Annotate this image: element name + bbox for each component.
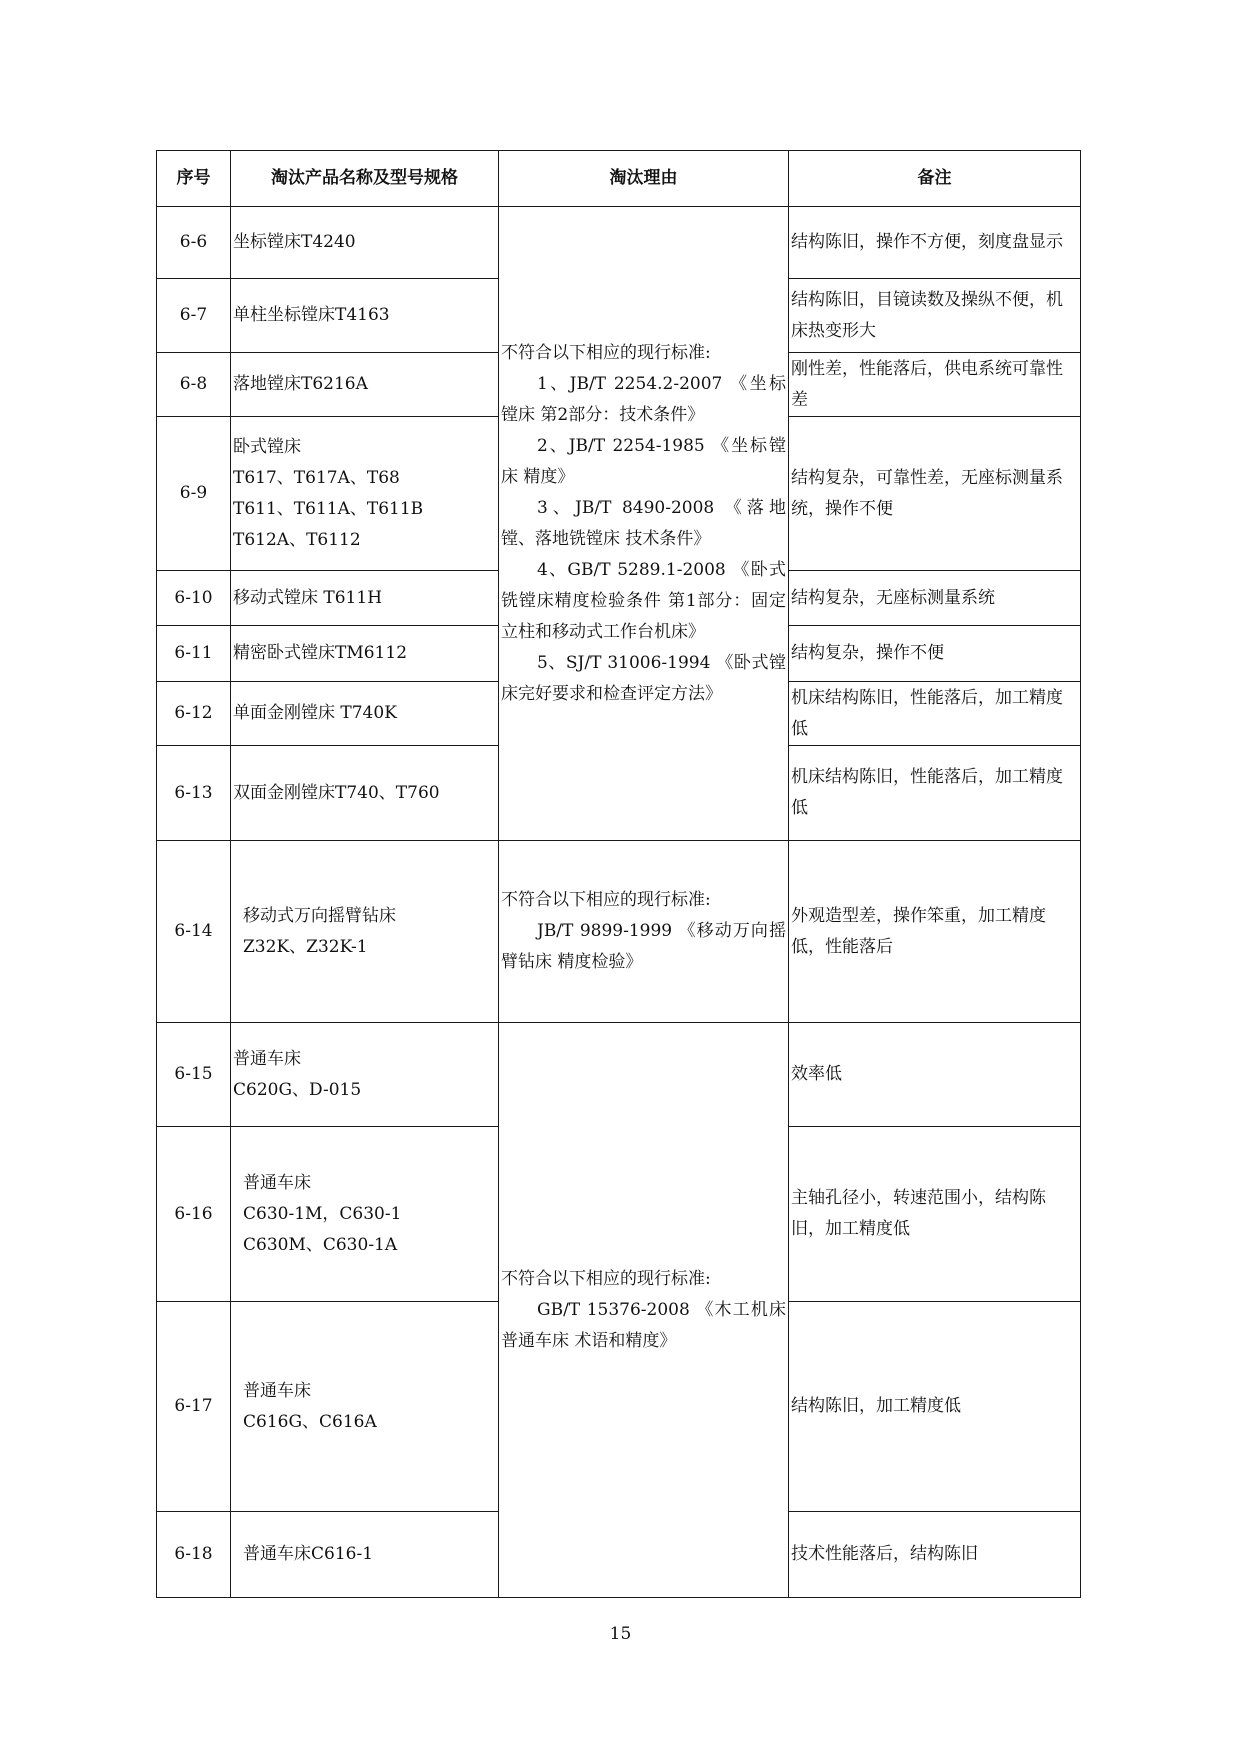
name-line: T611、T611A、T611B bbox=[233, 498, 424, 519]
row-remark: 主轴孔径小，转速范围小，结构陈旧，加工精度低 bbox=[789, 1127, 1081, 1302]
reason-head: 不符合以下相应的现行标准: bbox=[501, 342, 711, 363]
row-remark: 结构陈旧，操作不方便，刻度盘显示 bbox=[789, 207, 1081, 279]
reason-cell-group-3 bbox=[499, 1023, 789, 1598]
reason-item: GB/T 15376-2008 《木工机床 普通车床 术语和精度》 bbox=[501, 1299, 786, 1351]
header-row bbox=[157, 151, 1081, 207]
row-name bbox=[231, 682, 499, 746]
name-line: 单柱坐标镗床T4163 bbox=[233, 305, 390, 325]
name-line: C616G、C616A bbox=[243, 1411, 377, 1432]
reason-cell-group-2 bbox=[499, 841, 789, 1023]
row-remark: 刚性差，性能落后，供电系统可靠性差 bbox=[789, 353, 1081, 417]
reason-item: JB/T 9899-1999 《移动万向摇臂钻床 精度检验》 bbox=[501, 921, 786, 972]
row-name bbox=[231, 417, 499, 571]
row-remark: 结构复杂，可靠性差，无座标测量系统，操作不便 bbox=[789, 417, 1081, 571]
row-seq: 6-6 bbox=[157, 207, 231, 279]
row-seq: 6-10 bbox=[157, 571, 231, 626]
row-remark: 机床结构陈旧，性能落后，加工精度低 bbox=[789, 746, 1081, 841]
row-seq: 6-15 bbox=[157, 1023, 231, 1127]
row-name bbox=[231, 1302, 499, 1512]
header-remark: 备注 bbox=[789, 151, 1081, 207]
elimination-table bbox=[156, 150, 1081, 1598]
reason-item: 3、JB/T 8490-2008 《落地镗、落地铣镗床 技术条件》 bbox=[501, 497, 786, 549]
name-line: 普通车床 bbox=[233, 1048, 301, 1069]
row-remark: 技术性能落后，结构陈旧 bbox=[789, 1512, 1081, 1598]
row-name bbox=[231, 626, 499, 682]
name-line: C630M、C630-1A bbox=[243, 1234, 398, 1255]
reason-cell-group-1 bbox=[499, 207, 789, 841]
page-number: 15 bbox=[609, 1624, 632, 1644]
name-line: 坐标镗床T4240 bbox=[233, 232, 356, 252]
row-remark: 外观造型差，操作笨重，加工精度低，性能落后 bbox=[789, 841, 1081, 1023]
reason-item: 4、GB/T 5289.1-2008 《卧式铣镗床精度检验条件 第1部分：固定立柱和移动式工作台机床》 bbox=[501, 559, 786, 642]
reason-item: 2、JB/T 2254-1985 《坐标镗床 精度》 bbox=[501, 435, 786, 487]
row-seq: 6-9 bbox=[157, 417, 231, 571]
row-remark: 机床结构陈旧，性能落后，加工精度低 bbox=[789, 682, 1081, 746]
row-remark: 结构复杂，无座标测量系统 bbox=[789, 571, 1081, 626]
row-seq: 6-7 bbox=[157, 279, 231, 353]
row-name bbox=[231, 207, 499, 279]
table-row bbox=[157, 1023, 1081, 1127]
row-seq: 6-18 bbox=[157, 1512, 231, 1598]
name-line: T612A、T6112 bbox=[233, 529, 361, 550]
row-seq: 6-17 bbox=[157, 1302, 231, 1512]
name-line: 双面金刚镗床T740、T760 bbox=[233, 782, 440, 803]
row-remark: 效率低 bbox=[789, 1023, 1081, 1127]
reason-item: 1、JB/T 2254.2-2007 《坐标镗床 第2部分：技术条件》 bbox=[501, 373, 786, 425]
name-line: 单面金刚镗床 T740K bbox=[233, 703, 397, 723]
name-line: 移动式万向摇臂钻床 bbox=[243, 905, 396, 926]
row-name bbox=[231, 353, 499, 417]
name-line: C620G、D-015 bbox=[233, 1079, 362, 1100]
header-name: 淘汰产品名称及型号规格 bbox=[231, 151, 499, 207]
row-seq: 6-16 bbox=[157, 1127, 231, 1302]
row-name bbox=[231, 841, 499, 1023]
row-name bbox=[231, 279, 499, 353]
row-seq: 6-12 bbox=[157, 682, 231, 746]
table-row bbox=[157, 841, 1081, 1023]
name-line: T617、T617A、T68 bbox=[233, 467, 400, 488]
row-seq: 6-13 bbox=[157, 746, 231, 841]
table-row bbox=[157, 207, 1081, 279]
header-reason: 淘汰理由 bbox=[499, 151, 789, 207]
name-line: 精密卧式镗床TM6112 bbox=[233, 643, 408, 663]
name-line: 普通车床 bbox=[243, 1380, 311, 1401]
row-name bbox=[231, 1512, 499, 1598]
name-line: 卧式镗床 bbox=[233, 436, 301, 457]
row-name bbox=[231, 1127, 499, 1302]
name-line: 普通车床 bbox=[243, 1172, 311, 1193]
name-line: 移动式镗床 T611H bbox=[233, 587, 383, 608]
row-seq: 6-8 bbox=[157, 353, 231, 417]
reason-head: 不符合以下相应的现行标准: bbox=[501, 890, 711, 910]
row-name bbox=[231, 1023, 499, 1127]
name-line: Z32K、Z32K-1 bbox=[243, 936, 368, 957]
name-line: C630-1M，C630-1 bbox=[243, 1203, 402, 1224]
reason-head: 不符合以下相应的现行标准: bbox=[501, 1268, 711, 1289]
row-seq: 6-14 bbox=[157, 841, 231, 1023]
row-name bbox=[231, 571, 499, 626]
name-line: 落地镗床T6216A bbox=[233, 374, 368, 394]
row-remark: 结构陈旧，目镜读数及操纵不便，机床热变形大 bbox=[789, 279, 1081, 353]
row-remark: 结构陈旧，加工精度低 bbox=[789, 1302, 1081, 1512]
row-name bbox=[231, 746, 499, 841]
reason-item: 5、SJ/T 31006-1994 《卧式镗床完好要求和检查评定方法》 bbox=[501, 652, 786, 704]
header-seq: 序号 bbox=[157, 151, 231, 207]
name-line: 普通车床C616-1 bbox=[243, 1544, 374, 1564]
row-remark: 结构复杂，操作不便 bbox=[789, 626, 1081, 682]
row-seq: 6-11 bbox=[157, 626, 231, 682]
